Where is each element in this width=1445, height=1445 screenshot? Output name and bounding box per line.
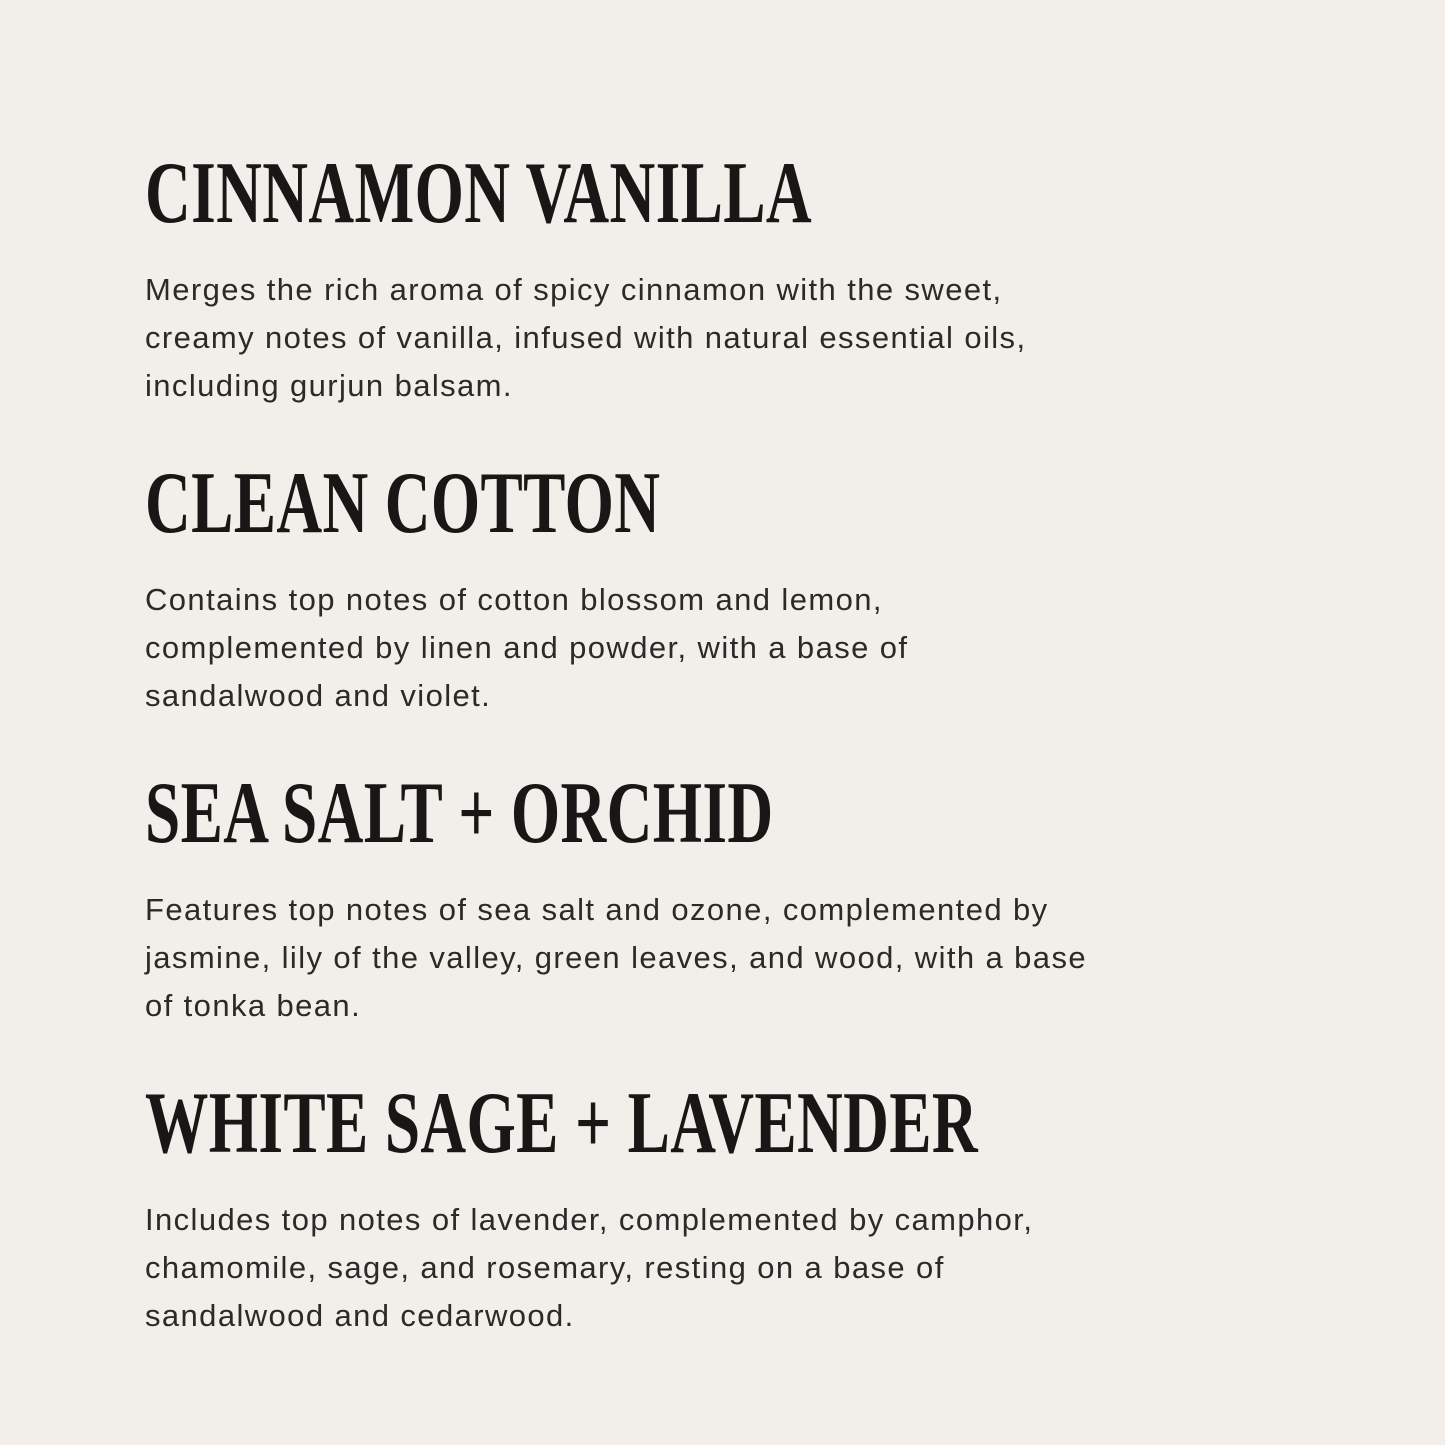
description-line: Contains top notes of cotton blossom and lemon, (145, 582, 883, 617)
description-line: of tonka bean. (145, 988, 362, 1023)
fragrance-description (145, 576, 1300, 720)
description-line: jasmine, lily of the valley, green leaves, and wood, with a base (145, 940, 1087, 975)
description-line: sandalwood and cedarwood. (145, 1298, 575, 1333)
fragrance-title-text: SEA SALT + ORCHID (145, 765, 774, 862)
fragrance-title (145, 145, 1300, 242)
description-line: Features top notes of sea salt and ozone, complemented by (145, 892, 1049, 927)
fragrance-title-text: CINNAMON VANILLA (145, 145, 813, 242)
fragrance-section-cinnamon-vanilla (145, 145, 1300, 410)
fragrance-section-clean-cotton (145, 455, 1300, 720)
fragrance-description (145, 266, 1300, 410)
fragrance-title (145, 455, 1300, 552)
description-line: Merges the rich aroma of spicy cinnamon with the sweet, (145, 272, 1003, 307)
fragrance-title-text: CLEAN COTTON (145, 455, 661, 552)
fragrance-section-sea-salt-orchid (145, 765, 1300, 1030)
description-line: Includes top notes of lavender, complemented by camphor, (145, 1202, 1034, 1237)
description-line: sandalwood and violet. (145, 678, 492, 713)
fragrance-title-text: WHITE SAGE + LAVENDER (145, 1075, 978, 1172)
fragrance-description (145, 886, 1300, 1030)
fragrance-section-white-sage-lavender (145, 1075, 1300, 1340)
description-line: complemented by linen and powder, with a base of (145, 630, 909, 665)
description-line: chamomile, sage, and rosemary, resting on a base of (145, 1250, 945, 1285)
description-line: including gurjun balsam. (145, 368, 513, 403)
fragrance-title (145, 765, 1300, 862)
description-line: creamy notes of vanilla, infused with natural essential oils, (145, 320, 1027, 355)
fragrance-title (145, 1075, 1300, 1172)
fragrance-description (145, 1196, 1300, 1340)
